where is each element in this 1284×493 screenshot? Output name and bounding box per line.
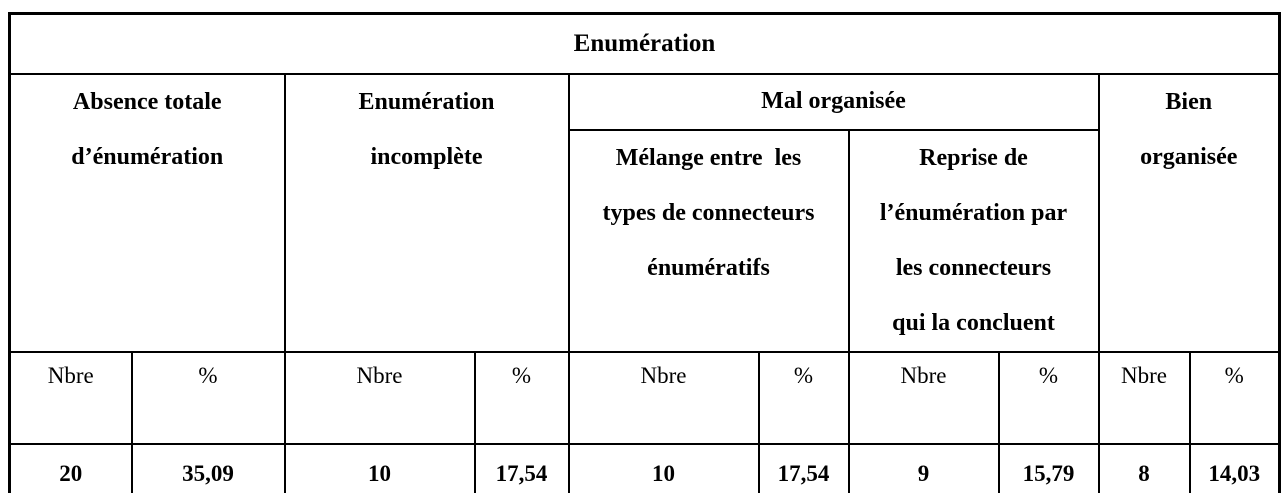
header-bien-organisee: [1099, 74, 1280, 352]
measure-label-pct-3: %: [759, 352, 849, 444]
measure-label-nbre-4: Nbre: [849, 352, 999, 444]
data-value-pct-2: 17,54: [475, 444, 569, 493]
header-enumeration-incomplete: [285, 74, 569, 352]
data-value-pct-1: 35,09: [132, 444, 285, 493]
data-value-nbre-5: 8: [1099, 444, 1190, 493]
enumeration-table: [8, 12, 1281, 493]
group-header-row: [10, 74, 1280, 130]
header-bien-line-1: Bien: [1165, 88, 1213, 115]
measure-header-row: [10, 352, 1280, 444]
table-title: Enumération: [10, 14, 1280, 74]
data-value-pct-5: 14,03: [1190, 444, 1280, 493]
header-bien-line-2: organisée: [1140, 143, 1238, 170]
measure-label-nbre-1: Nbre: [10, 352, 132, 444]
measure-label-pct-5: %: [1190, 352, 1280, 444]
header-absence-totale: [10, 74, 285, 352]
measure-label-nbre-2: Nbre: [285, 352, 475, 444]
header-reprise-line-3: les connecteurs: [895, 254, 1052, 281]
measure-label-pct-1: %: [132, 352, 285, 444]
data-value-nbre-1: 20: [10, 444, 132, 493]
data-value-nbre-2: 10: [285, 444, 475, 493]
header-absence-line-2: d’énumération: [71, 143, 224, 170]
header-incomplete-line-2: incomplète: [370, 143, 483, 170]
data-value-nbre-3: 10: [569, 444, 759, 493]
data-value-pct-4: 15,79: [999, 444, 1099, 493]
measure-label-nbre-5: Nbre: [1099, 352, 1190, 444]
data-value-row: [10, 444, 1280, 493]
header-mal-organisee: Mal organisée: [569, 74, 1099, 130]
header-melange-line-3: énumératifs: [647, 254, 770, 281]
data-value-nbre-4: 9: [849, 444, 999, 493]
measure-label-nbre-3: Nbre: [569, 352, 759, 444]
measure-label-pct-2: %: [475, 352, 569, 444]
header-reprise-line-1: Reprise de: [919, 144, 1028, 171]
header-reprise-line-2: l’énumération par: [879, 199, 1068, 226]
header-reprise-line-4: qui la concluent: [892, 309, 1055, 336]
header-melange-connecteurs: [569, 130, 849, 352]
data-value-pct-3: 17,54: [759, 444, 849, 493]
title-row: [10, 14, 1280, 74]
header-incomplete-line-1: Enumération: [358, 88, 495, 115]
header-melange-line-2: types de connecteurs: [602, 199, 815, 226]
header-absence-line-1: Absence totale: [72, 88, 222, 115]
measure-label-pct-4: %: [999, 352, 1099, 444]
header-reprise-enumeration: [849, 130, 1099, 352]
header-melange-line-1: Mélange entre les: [615, 144, 802, 171]
